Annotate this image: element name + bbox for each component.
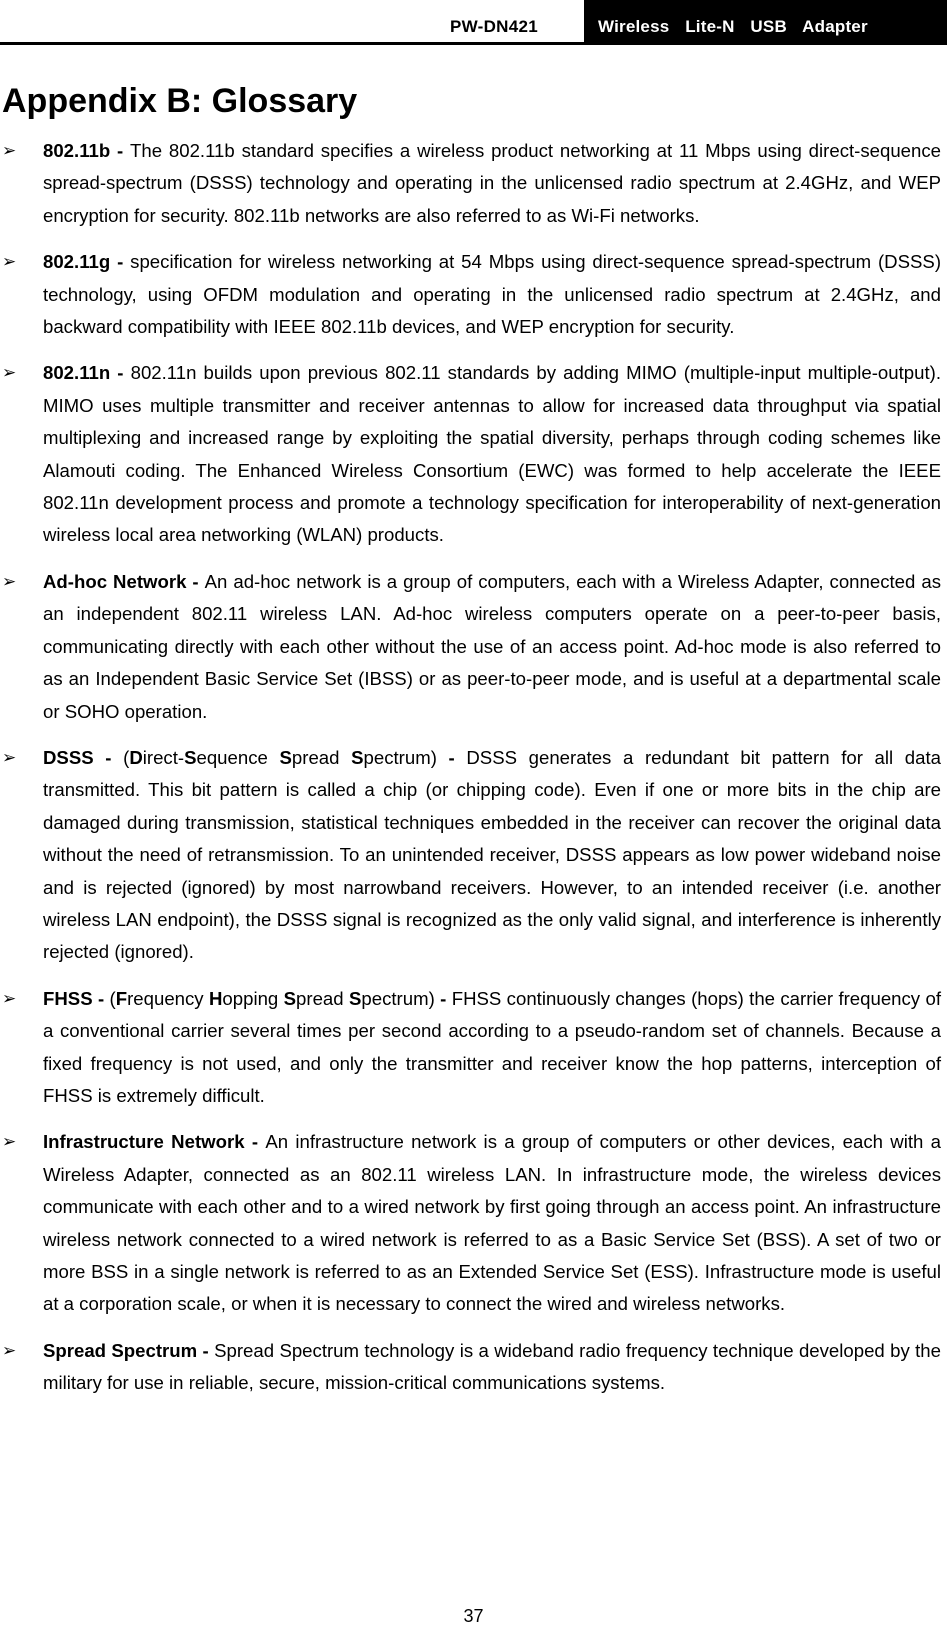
glossary-term: 802.11n <box>43 362 111 384</box>
acronym-rest: irect- <box>142 746 185 768</box>
glossary-definition: An ad-hoc network is a group of computers, each with a Wireless Adapter, connected as an independent 802.11 wireless LAN. Ad-hoc wireless computers operate on a peer-to-peer basis, communicating directly with each other without the use of an access point. Ad-hoc mode is also referred to as an Independent Basic Service Set (IBSS) or as peer-to-peer mode, and is useful at a departmental scale or SOHO operation. <box>43 570 941 722</box>
glossary-paragraph <box>43 135 941 232</box>
glossary-paragraph: FHSS - (Frequency Hopping Spread Spectrum) - FHSS continuously changes (hops) the carrier frequency of a conventional carrier several times per second according to a pseudo-random set of channels. Because a fixed frequency is not used, and only the transmitter and receiver know the hop patterns, interception of FHSS is extremely difficult. <box>43 987 941 1106</box>
acronym-rest: pread <box>296 987 349 1009</box>
glossary-definition: FHSS continuously changes (hops) the carrier frequency of a conventional carrier several times per second according to a pseudo-random set of channels. Because a fixed frequency is not used, and only the transmitter and receiver know the hop patterns, interception of FHSS is extremely difficult. <box>43 987 941 1106</box>
arrow-bullet-icon: ➢ <box>2 571 17 591</box>
glossary-paragraph <box>43 1335 941 1400</box>
glossary-paragraph <box>43 566 941 728</box>
term-separator: - <box>92 987 110 1009</box>
arrow-bullet-icon: ➢ <box>2 141 17 160</box>
glossary-term: Ad-hoc Network <box>43 570 187 592</box>
term-separator: - <box>93 746 124 768</box>
glossary-entry <box>0 1335 947 1400</box>
term-separator: - <box>186 570 205 592</box>
glossary-definition: 802.11n builds upon previous 802.11 standards by adding MIMO (multiple-input multiple-output). MIMO uses multiple transmitter and receiver antennas to allow for increased data throughput via spatial multiplexing and increased range by exploiting the spatial diversity, perhaps through coding schemes like Alamouti coding. The Enhanced Wireless Consortium (EWC) was formed to help accelerate the IEEE 802.11n development process and promote a technology specification for interoperability of next-generation wireless local area networking (WLAN) products. <box>43 362 941 546</box>
acronym-rest: opping <box>222 987 284 1009</box>
arrow-bullet-icon: ➢ <box>2 1340 17 1360</box>
glossary-term: Infrastructure Network <box>43 1131 245 1153</box>
glossary-term: DSSS <box>43 746 94 768</box>
term-separator: - <box>110 140 131 161</box>
arrow-bullet-icon: ➢ <box>2 363 17 383</box>
glossary-definition: An infrastructure network is a group of computers or other devices, each with a Wireless Adapter, connected as an 802.11 wireless LAN. In infrastructure mode, the wireless devices communicate with each other and to a wired network by first going through an access point. An infrastructure wireless network connected to a wired network is referred to as a Basic Service Set (BSS). A set of two or more BSS in a single network is referred to as an Extended Service Set (ESS). Infrastructure mode is useful at a corporation scale, or when it is necessary to connect the wired and wireless networks. <box>43 1131 941 1315</box>
glossary-list <box>0 135 947 1414</box>
glossary-definition: DSSS generates a redundant bit pattern for all data transmitted. This bit pattern is called a chip (or chipping code). Even if one or more bits in the chip are damaged during transmission, statistical techniques embedded in the receiver can recover the original data without the need of retransmission. To an unintended receiver, DSSS appears as low power wideband noise and is rejected (ignored) by most narrowband receivers. However, to an intended receiver (i.e. another wireless LAN endpoint), the DSSS signal is recognized as the only valid signal, and interference is inherently rejected (ignored). <box>43 746 941 963</box>
page-header <box>0 0 947 46</box>
arrow-bullet-icon: ➢ <box>2 252 17 272</box>
arrow-bullet-icon: ➢ <box>2 747 17 767</box>
acronym-rest: pectrum <box>361 987 429 1009</box>
glossary-entry <box>0 983 947 1113</box>
product-name: Wireless Lite-N USB Adapter <box>598 17 868 36</box>
acronym-letter: S <box>283 987 297 1009</box>
term-separator: - <box>436 746 467 768</box>
glossary-entry <box>0 135 947 232</box>
model-number: PW-DN421 <box>450 17 539 36</box>
glossary-term: FHSS <box>43 987 93 1009</box>
term-separator: - <box>434 987 452 1009</box>
glossary-entry <box>0 1126 947 1320</box>
acronym-letter: S <box>348 987 362 1009</box>
glossary-term: 802.11b <box>43 140 111 161</box>
page-title: Appendix B: Glossary <box>2 82 358 120</box>
term-separator: - <box>244 1131 266 1153</box>
glossary-paragraph <box>43 357 941 551</box>
page-number: 37 <box>463 1606 484 1626</box>
acronym-rest: requency <box>127 987 209 1009</box>
glossary-definition: Spread Spectrum technology is a wideband radio frequency technique developed by the military for use in reliable, secure, mission-critical communications systems. <box>43 1339 941 1394</box>
term-separator: - <box>110 362 131 384</box>
glossary-term: 802.11g <box>43 251 111 273</box>
acronym-letter: F <box>115 987 128 1009</box>
acronym-letter: S <box>279 746 292 768</box>
acronym-letter: D <box>129 746 143 768</box>
acronym-letter: H <box>208 987 223 1009</box>
glossary-term: Spread Spectrum <box>43 1339 198 1361</box>
glossary-paragraph <box>43 246 941 343</box>
header-rule <box>0 42 947 45</box>
term-separator: - <box>197 1339 215 1361</box>
arrow-bullet-icon: ➢ <box>2 988 17 1008</box>
glossary-entry <box>0 742 947 969</box>
acronym-rest: pread <box>291 746 352 768</box>
acronym-letter: S <box>184 746 197 768</box>
glossary-entry <box>0 246 947 343</box>
glossary-definition: The 802.11b standard specifies a wireless product networking at 11 Mbps using direct-sequence spread-spectrum (DSSS) technology and operating in the unlicensed radio spectrum at 2.4GHz, and WEP encryption for security. 802.11b networks are also referred to as Wi-Fi networks. <box>43 140 941 226</box>
glossary-paragraph <box>43 1126 941 1320</box>
arrow-bullet-icon: ➢ <box>2 1132 17 1152</box>
term-separator: - <box>110 251 131 273</box>
acronym-letter: S <box>351 746 364 768</box>
acronym-rest: pectrum <box>363 746 431 768</box>
glossary-definition: specification for wireless networking at 54 Mbps using direct-sequence spread-spectrum (DSSS) technology, using OFDM modulation and operating in the unlicensed radio spectrum at 2.4GHz, and backward compatibility with IEEE 802.11b devices, and WEP encryption for security. <box>43 251 942 338</box>
acronym-rest: equence <box>196 746 280 768</box>
glossary-entry <box>0 566 947 728</box>
glossary-entry <box>0 357 947 551</box>
glossary-paragraph: DSSS - (Direct-Sequence Spread Spectrum) - DSSS generates a redundant bit pattern for all data transmitted. This bit pattern is called a chip (or chipping code). Even if one or more bits in the chip are damaged during transmission, statistical techniques embedded in the receiver can recover the original data without the need of retransmission. To an unintended receiver, DSSS appears as low power wideband noise and is rejected (ignored) by most narrowband receivers. However, to an intended receiver (i.e. another wireless LAN endpoint), the DSSS signal is recognized as the only valid signal, and interference is inherently rejected (ignored). <box>43 746 941 963</box>
